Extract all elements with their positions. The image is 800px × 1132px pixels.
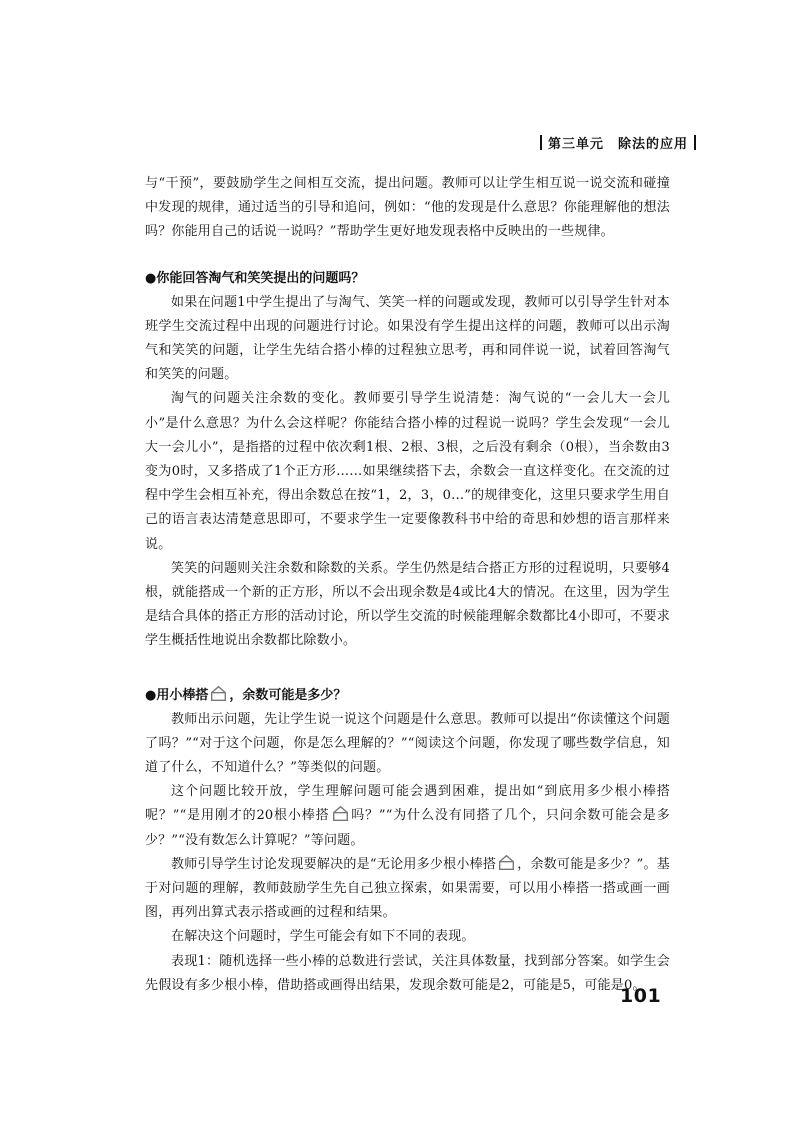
header-unit: 第三单元 [548,136,605,152]
paragraph-open-question [145,780,670,853]
paragraph-teacher-guide-part-1: 教师引导学生讨论发现要解决的是“无论用多少根小棒搭 [171,856,497,872]
page-body [145,172,670,998]
paragraph-teacher-guide-part-2: ，余数可能是多少？”。基于对问题的理解，教师鼓励学生先自己独立探索，如果需要，可以用小棒搭一搭或画一画图，再列出算式表示搭或画的过程和结果。 [145,856,670,921]
house-outline-icon [332,805,349,822]
paragraph-intro: 与“干预”，要鼓励学生之间相互交流，提出问题。教师可以让学生相互说一说交流和碰撞中发现的规律，通过适当的引导和追问，例如：“他的发现是什么意思？你能理解他的想法吗？你能用自己的话说一说吗？”帮助学生更好地发现表格中反映出的一些规律。 [145,176,670,240]
header-bar-left [540,135,542,150]
paragraph-xiaoxiao: 笑笑的问题则关注余数和除数的关系。学生仍然是结合搭正方形的过程说明，只要够4根，就能搭成一个新的正方形，所以不会出现余数是4或比4大的情况。在这里，因为学生是结合具体的搭正方形的活动讨论，所以学生交流的时候能理解余数都比4小即可，不要求学生概括性地说出余数都比除数小。 [145,560,670,649]
paragraph-teacher-question: 教师出示问题，先让学生说一说这个问题是什么意思。教师可以提出“你读懂这个问题了吗？”“对于这个问题，你是怎么理解的？”“阅读这个问题，你发现了哪些数学信息，知道了什么，不知道什么？”等类似的问题。 [145,711,670,776]
house-outline-icon [498,854,515,871]
heading-part-1: ●用小棒搭 [145,687,209,703]
page-number: 101 [620,985,662,1007]
paragraph-taoqi: 淘气的问题关注余数的变化。教师要引导学生说清楚：淘气说的“一会儿大一会儿小”是什么意思？为什么会这样呢？你能结合搭小棒的过程说一说吗？学生会发现“一会儿大一会儿小”，是指搭的过程中依次剩1根、2根、3根，之后没有剩余（0根），当余数由3变为0时，又多搭成了1个正方形……如果继续搭下去，余数会一直这样变化。在交流的过程中学生会相互补充，得出余数总在按“1，2，3，0…”的规律变化，这里只要求学生用自己的语言表达清楚意思即可，不要求学生一定要像教科书中给的奇思和妙想的语言那样来说。 [145,391,670,552]
running-header [534,130,704,154]
section-heading-questions: ●你能回答淘气和笑笑提出的问题吗？ [145,270,365,286]
heading-part-2: ，余数可能是多少？ [229,687,347,703]
paragraph-teacher-guide [145,853,670,926]
header-title: 除法的应用 [618,136,689,152]
house-outline-icon [210,685,227,702]
paragraph-open-question-part-2: 吗？”“为什么没有同搭了几个，只问余数可能会是多少？”“没有数怎么计算呢？”等问题。 [145,808,670,848]
paragraph-open-question-part-1: 这个问题比较开放，学生理解问题可能会遇到困难，提出如“到底用多少根小棒搭呢？”“是用刚才的20根小棒搭 [145,784,670,824]
header-bar-right [694,135,696,150]
paragraph-performance-1: 表现1：随机选择一些小棒的总数进行尝试，关注具体数量，找到部分答案。如学生会先假设有多少根小棒，借助搭或画得出结果，发现余数可能是2，可能是5，可能是0。 [145,953,670,993]
paragraph-performance-intro: 在解决这个问题时，学生可能会有如下不同的表现。 [171,929,475,945]
paragraph-questions: 如果在问题1中学生提出了与淘气、笑笑一样的问题或发现，教师可以引导学生针对本班学生交流过程中出现的问题进行讨论。如果没有学生提出这样的问题，教师可以出示淘气和笑笑的问题，让学生先结合搭小棒的过程独立思考，再和同伴说一说，试着回答淘气和笑笑的问题。 [145,294,670,383]
section-heading-remainder [145,684,670,708]
